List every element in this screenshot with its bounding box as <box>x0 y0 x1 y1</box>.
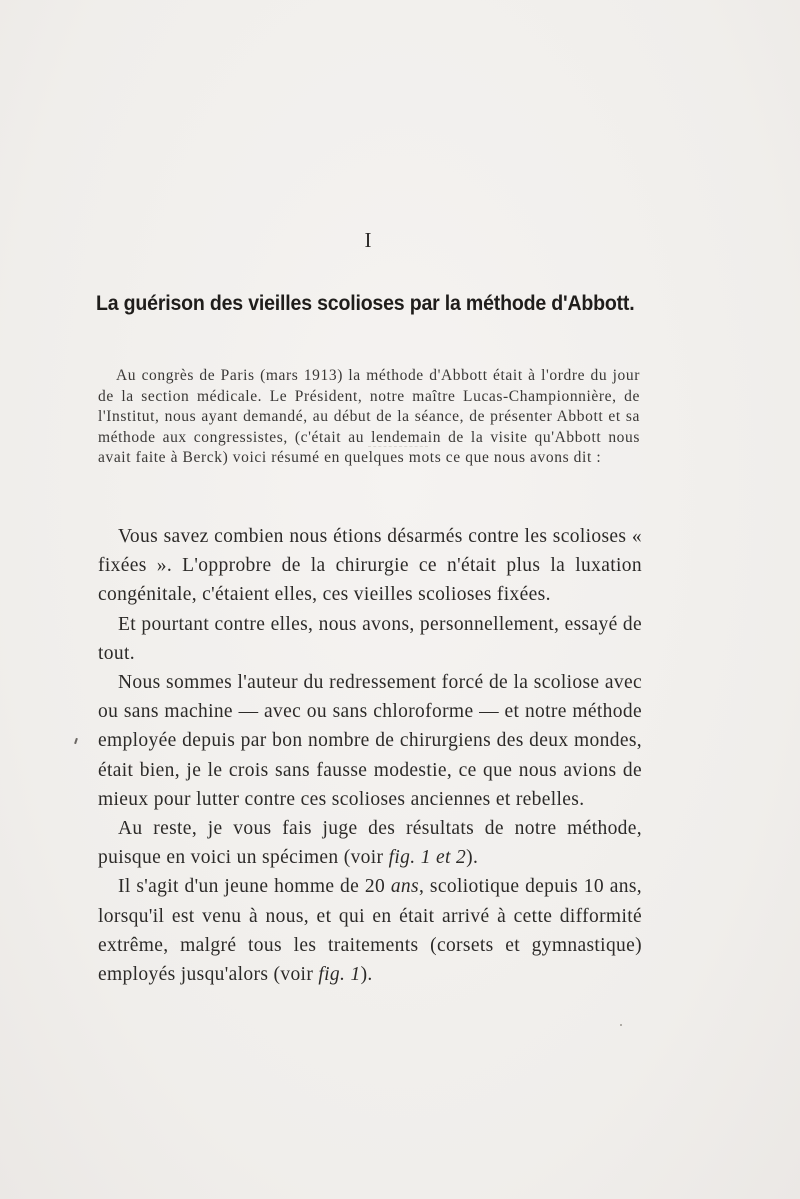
paragraph-1: Vous savez combien nous étions désarmés contre les scolioses « fixées ». L'opprobre de la chirurgie ce n'était plus la luxation congénitale, c'étaient elles, ces vieilles scolioses fixées. <box>98 526 642 606</box>
paragraph-2: Et pourtant contre elles, nous avons, personnellement, essayé de tout. <box>98 613 642 664</box>
paragraph-4 <box>98 814 642 872</box>
figure-reference: fig. 1 et 2 <box>388 847 467 869</box>
intro-paragraph <box>98 366 640 469</box>
paragraph-5-text-a: Il s'agit d'un jeune homme de 20 <box>118 876 391 898</box>
paragraph-4-text: Au reste, je vous fais juge des résultats de notre méthode, puisque en voici un spécimen (voir <box>98 818 642 869</box>
paragraph-4-end: ). <box>466 847 479 869</box>
paper-speck <box>620 1024 622 1026</box>
intro-text: Au congrès de Paris (mars 1913) la méthode d'Abbott était à l'ordre du jour de la section médicale. Le Président, notre maître Lucas-Championnière, de l'Institut, nous ayant demandé, au début de la séance, de présenter Abbott et sa méthode aux congressistes, (c'était au lendemain de la visite qu'Abbott nous avait faite à Berck) voici résumé en quelques mots ce que nous avons dit : <box>98 367 640 466</box>
paragraph-3: Nous sommes l'auteur du redressement forcé de la scoliose avec ou sans machine — avec ou sans chloroforme — et notre méthode employée depuis par bon nombre de chirurgiens des deux mondes, était bien, je le crois sans fausse modestie, ce que nous avions de mieux pour lutter contre ces scolioses anciennes et rebelles. <box>98 672 642 810</box>
figure-reference-2: fig. 1 <box>318 964 361 986</box>
chapter-number: I <box>364 228 372 252</box>
margin-speck <box>74 738 78 744</box>
paragraph-5-text-b: , scoliotique depuis 10 ans, lorsqu'il est venu à nous, et qui en était arrivé à cette difformité extrême, malgré tous les traitements (corsets et gymnastique) employés jusqu'alors (voir <box>98 876 642 986</box>
italic-unit: ans <box>390 876 419 898</box>
chapter-title: La guérison des vieilles scolioses par la méthode d'Abbott. <box>96 292 635 315</box>
paragraph-5 <box>98 872 642 989</box>
paragraph-5-end: ). <box>360 964 373 986</box>
body-text <box>98 522 642 989</box>
